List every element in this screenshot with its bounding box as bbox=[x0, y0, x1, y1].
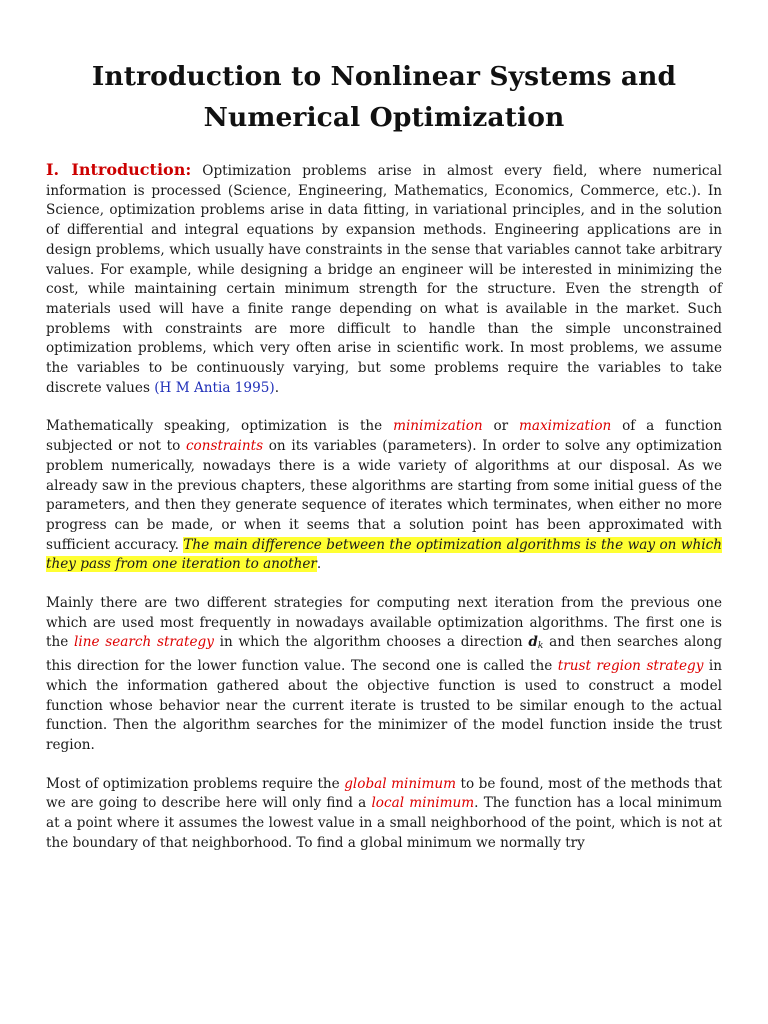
highlighted-sentence: The main difference between the optimization algorithms is the way on which they pass from one iteration to another bbox=[46, 536, 722, 573]
text-run: Optimization problems arise in almost every field, where numerical information is processed (Science, Engineering, Mathematics, Economics, Commerce, etc.). In Science, optimization problems arise in data fitting, in variational principles, and in the solution of differential and integral equations by expansion methods. Engineering applications are in design problems, which usually have constraints in the sense that variables cannot take arbitrary values. For example, while designing a bridge an engineer will be interested in minimizing the cost, while maintaining certain minimum strength for the structure. Even the strength of materials used will have a finite range depending on what is available in the market. Such problems with constraints are more difficult to handle than the simple unconstrained optimization problems, which very often arise in scientific work. In most problems, we assume the variables to be continuously varying, but some problems require the variables to take discrete values bbox=[46, 163, 722, 396]
text-run: . bbox=[316, 556, 322, 573]
text-run: Most of optimization problems require the bbox=[46, 775, 345, 792]
text-run: Mathematically speaking, optimization is the bbox=[46, 418, 394, 435]
term-minimization: minimization bbox=[393, 418, 483, 435]
text-run: to be found, most of the methods that we are going to describe here will only find a bbox=[46, 775, 722, 812]
term-global-minimum: global minimum bbox=[344, 775, 457, 792]
text-run: Mainly there are two different strategies for computing next iteration from the previous one which are used most frequently in nowadays available optimization algorithms. The first one is the bbox=[46, 595, 722, 651]
math-subscript: k bbox=[537, 641, 544, 652]
text-run: . bbox=[274, 379, 280, 396]
term-constraints: constraints bbox=[185, 438, 264, 455]
paragraph-definition bbox=[46, 417, 722, 575]
paragraph-global-minimum bbox=[46, 775, 722, 854]
text-run: in which the information gathered about the objective function is used to construct a model function whose behavior near the current iterate is trusted to be similar enough to the actual function. Then the algorithm searches for the minimizer of the model function inside the trust region. bbox=[46, 658, 722, 753]
text-run: of a function subjected or not to bbox=[46, 418, 722, 455]
text-run: in which the algorithm chooses a direction bbox=[213, 634, 529, 651]
paragraph-strategies bbox=[46, 594, 722, 756]
math-direction-dk bbox=[528, 634, 543, 650]
text-run: or bbox=[482, 418, 520, 435]
document-title: Introduction to Nonlinear Systems and Numerical Optimization bbox=[91, 61, 677, 133]
text-run: . The function has a local minimum at a point where it assumes the lowest value in a small neighborhood of the point, which is not at the boundary of that neighborhood. To find a global minimum we normally try bbox=[46, 795, 723, 851]
term-trust-region-strategy: trust region strategy bbox=[557, 658, 704, 675]
term-maximization: maximization bbox=[519, 418, 612, 435]
citation-link[interactable]: (H M Antia 1995) bbox=[154, 379, 275, 396]
math-base: d bbox=[528, 634, 538, 651]
term-local-minimum: local minimum bbox=[371, 795, 475, 812]
text-run: on its variables (parameters). In order to solve any optimization problem numerically, nowadays there is a wide variety of algorithms at our disposal. As we already saw in the previous chapters, these algorithms are starting from some initial guess of the parameters, and then they generate sequence of iterates which terminates, when either no more progress can be made, or when it seems that a solution point has been approximated with sufficient accuracy. bbox=[46, 438, 722, 553]
term-line-search-strategy: line search strategy bbox=[74, 634, 214, 651]
paragraph-introduction bbox=[46, 160, 722, 398]
text-run: and then searches along this direction for the lower function value. The second one is called the bbox=[46, 634, 723, 675]
section-heading: I. Introduction: bbox=[46, 160, 192, 179]
